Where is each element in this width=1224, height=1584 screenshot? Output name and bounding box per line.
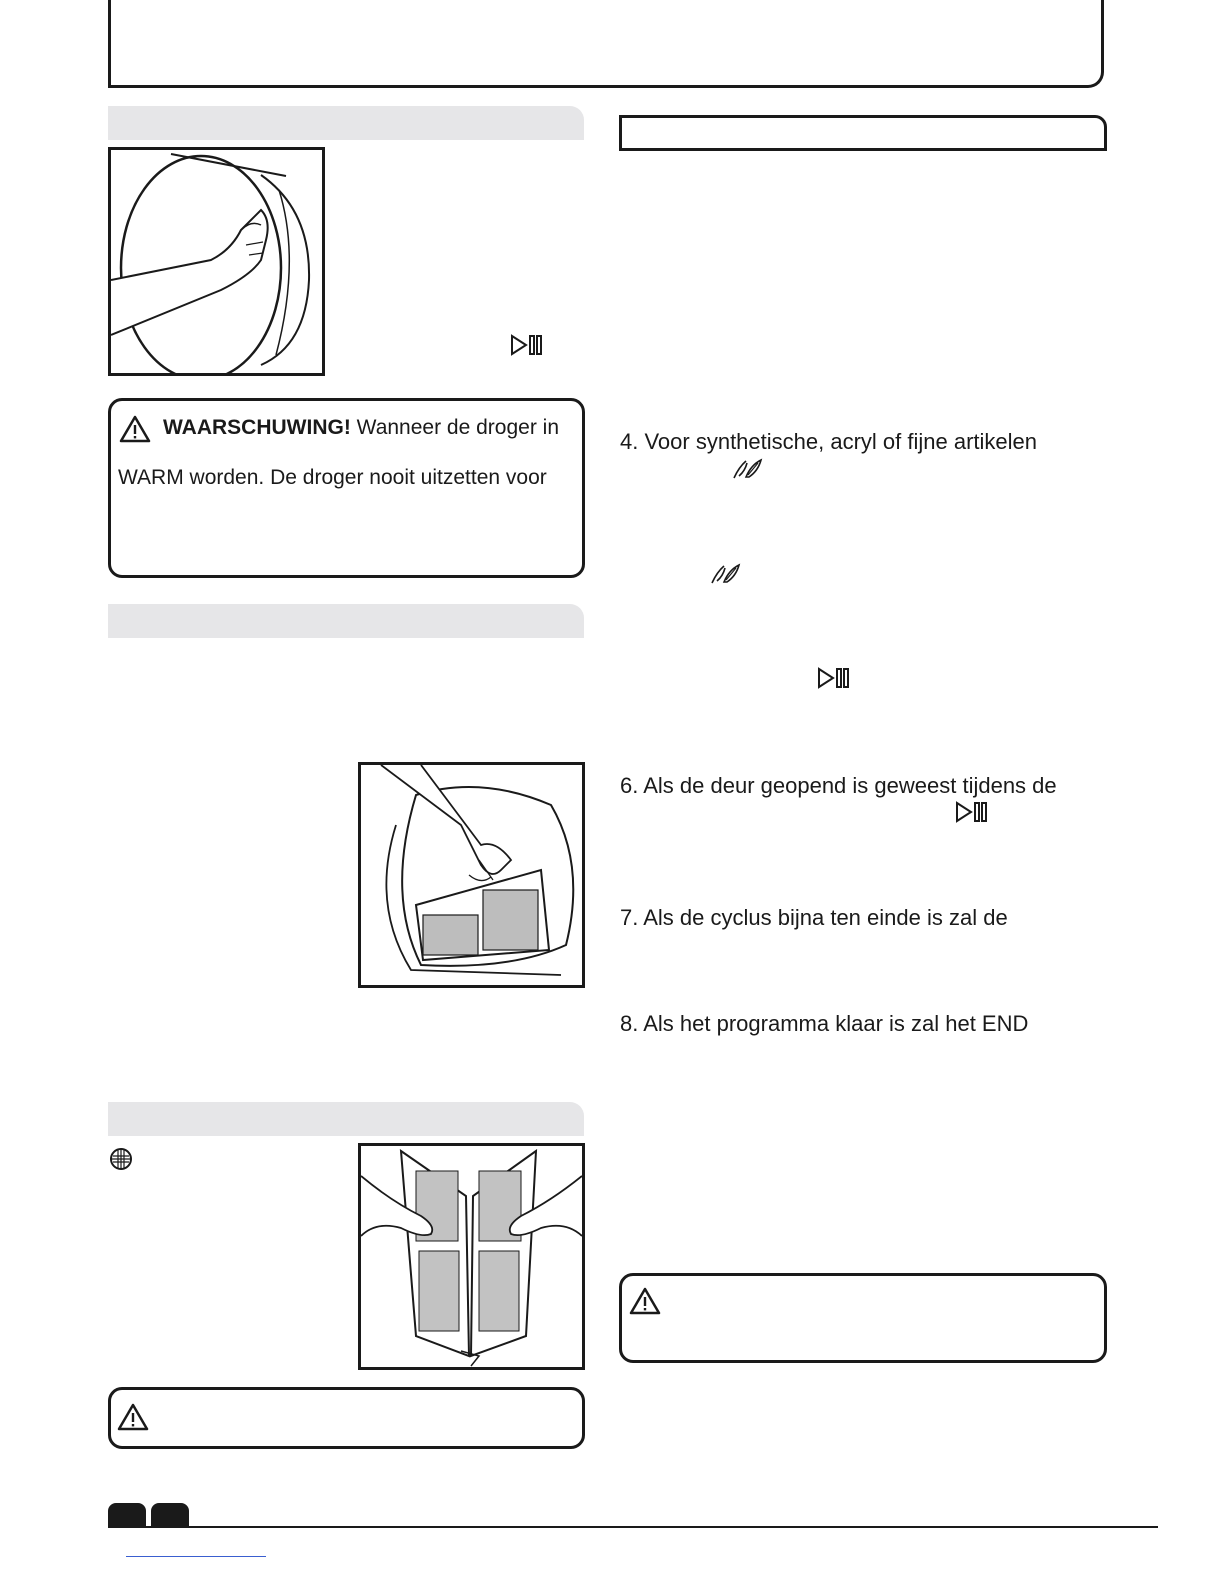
page-tab-marker-2 — [151, 1503, 189, 1528]
footer-link-underline[interactable] — [126, 1556, 266, 1557]
warning-triangle-icon — [629, 1287, 661, 1315]
warning-box-right — [619, 1273, 1107, 1363]
warning-text-1: Wanneer de droger in — [356, 416, 559, 439]
filter-open-illustration — [361, 1146, 582, 1367]
filter-removal-illustration — [361, 765, 582, 985]
play-pause-icon — [955, 800, 989, 824]
step-8-text: 8. Als het programma klaar is zal het END — [620, 1011, 1029, 1036]
door-illustration — [111, 150, 322, 373]
warning-triangle-icon — [119, 415, 151, 443]
warning-triangle-icon — [117, 1403, 149, 1431]
warning-label: WAARSCHUWING! — [163, 416, 351, 439]
step-6-text: 6. Als de deur geopend is geweest tijdens de — [620, 773, 1057, 798]
section-header-door — [108, 106, 584, 140]
section-header-filter — [108, 604, 584, 638]
step-4-text: 4. Voor synthetische, acryl of fijne artikelen — [620, 429, 1037, 454]
section-header-box-right — [619, 115, 1107, 151]
filter-icon — [109, 1147, 133, 1171]
section-header-cleaning — [108, 1102, 584, 1136]
warning-box — [108, 398, 585, 578]
warning-line-1 — [163, 416, 559, 440]
figure-opening-door — [108, 147, 325, 376]
feather-icon — [731, 457, 763, 481]
footer-rule — [108, 1526, 1158, 1528]
feather-icon — [709, 562, 741, 586]
warning-line-2: WARM worden. De droger nooit uitzetten voor — [118, 466, 547, 489]
play-pause-icon — [817, 666, 851, 690]
figure-removing-filter — [358, 762, 585, 988]
warning-box-small-left — [108, 1387, 585, 1449]
step-7-text: 7. Als de cyclus bijna ten einde is zal de — [620, 905, 1008, 930]
page-title-frame — [108, 0, 1104, 88]
play-pause-icon — [510, 333, 544, 357]
figure-open-filter — [358, 1143, 585, 1370]
page-tab-marker-1 — [108, 1503, 146, 1528]
